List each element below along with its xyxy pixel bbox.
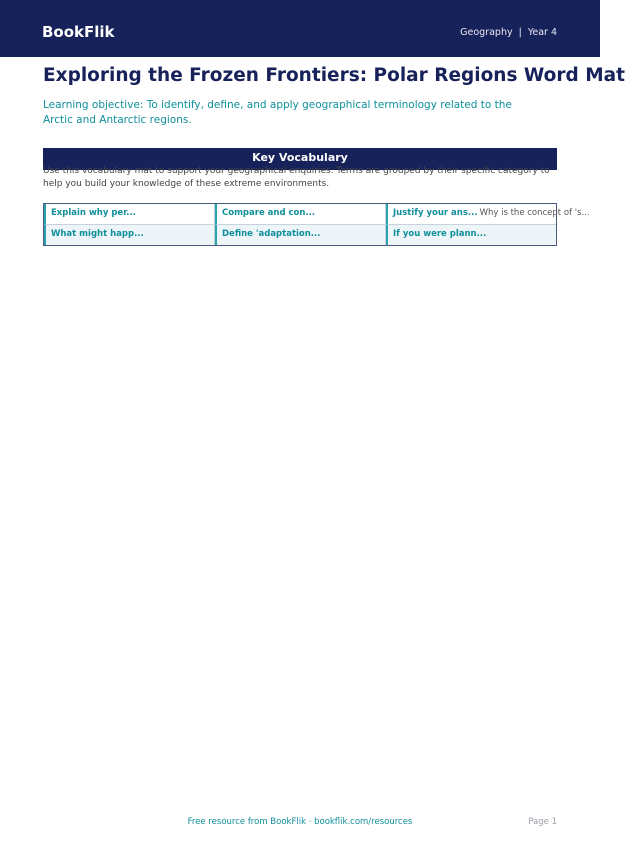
- header-meta: [460, 26, 557, 40]
- brand-logo[interactable]: BookFlik: [42, 23, 115, 41]
- year-label: Year 4: [527, 27, 557, 38]
- vocab-term: Explain why per...: [51, 208, 136, 218]
- vocab-cell: [44, 204, 215, 225]
- vocabulary-heading: Key Vocabulary: [43, 148, 557, 170]
- vocab-term: Compare and con...: [222, 208, 316, 218]
- vocab-term: Justify your ans...: [393, 208, 478, 218]
- vocab-cell: [386, 204, 590, 225]
- vocab-cell: [215, 225, 386, 245]
- meta-separator: |: [518, 27, 522, 38]
- vocab-cell: [44, 225, 215, 245]
- vocab-term: What might happ...: [51, 229, 144, 239]
- vocab-term: If you were plann...: [393, 229, 487, 239]
- footer-credit[interactable]: Free resource from BookFlik · bookflik.com/resources: [187, 817, 413, 827]
- vocab-cell: [215, 204, 386, 225]
- vocabulary-grid: [43, 203, 590, 246]
- page-header: [0, 0, 600, 57]
- page-number: Page 1: [528, 817, 557, 827]
- vocab-term: Define 'adaptation...: [222, 229, 321, 239]
- vocab-cell: [386, 225, 556, 245]
- learning-objective: Learning objective: To identify, define, and apply geographical terminology related to the Arctic and Antarctic regions.: [43, 99, 512, 126]
- subject-label: Geography: [460, 27, 513, 38]
- page-title: Exploring the Frozen Frontiers: Polar Regions Word Mat: [43, 65, 625, 86]
- vocabulary-intro-text: Use this vocabulary mat to support your geographical enquiries. Terms are grouped by their specific category to help you build your knowledge of these extreme environments.: [43, 166, 550, 189]
- vocabulary-intro: [43, 168, 557, 196]
- vocab-definition: Why is the concept of 's...: [479, 208, 590, 218]
